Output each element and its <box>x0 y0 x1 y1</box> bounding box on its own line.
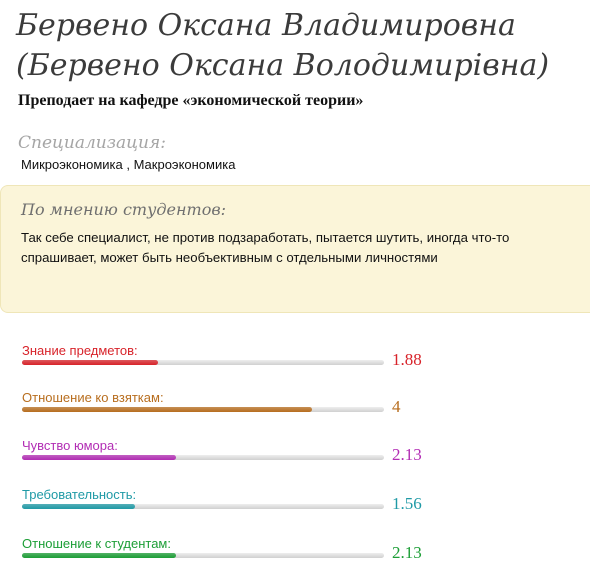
rating-bribes-attitude <box>20 390 440 420</box>
rating-demandingness <box>20 487 440 517</box>
student-opinion-box <box>0 185 590 313</box>
rating-label: Отношение к студентам: <box>22 536 171 551</box>
rating-value: 1.88 <box>392 350 422 369</box>
rating-value: 2.13 <box>392 445 422 464</box>
rating-sense-of-humor <box>20 438 440 468</box>
rating-value: 1.56 <box>392 494 422 513</box>
specialization-label: Специализация: <box>18 133 166 153</box>
rating-subject-knowledge <box>20 343 440 373</box>
rating-bar-track <box>22 407 384 412</box>
opinion-title: По мнению студентов: <box>21 200 227 219</box>
teacher-department: Преподает на кафедре «экономической теории» <box>18 92 364 109</box>
rating-label: Знание предметов: <box>22 343 138 358</box>
teacher-name: Бервено Оксана Владимировна (Бервено Оксана Володимирівна) <box>16 8 550 83</box>
rating-label: Отношение ко взяткам: <box>22 390 164 405</box>
rating-bar-fill <box>22 553 176 558</box>
specialization-value: Микроэкономика , Макроэкономика <box>21 157 236 172</box>
rating-label: Чувство юмора: <box>22 438 118 453</box>
rating-value: 2.13 <box>392 543 422 562</box>
rating-value: 4 <box>392 397 401 416</box>
rating-bar-fill <box>22 504 135 509</box>
rating-bar-track <box>22 360 384 365</box>
opinion-text: Так себе специалист, не против подзаработать, пытается шутить, иногда что-то спрашивает, может быть необъективным с отдельными личностями <box>21 230 510 265</box>
rating-bar-fill <box>22 455 176 460</box>
rating-bar-track <box>22 455 384 460</box>
rating-bar-fill <box>22 360 158 365</box>
rating-attitude-to-students <box>20 536 440 566</box>
rating-bar-track <box>22 553 384 558</box>
rating-label: Требовательность: <box>22 487 137 502</box>
rating-bar-track <box>22 504 384 509</box>
rating-bar-fill <box>22 407 312 412</box>
